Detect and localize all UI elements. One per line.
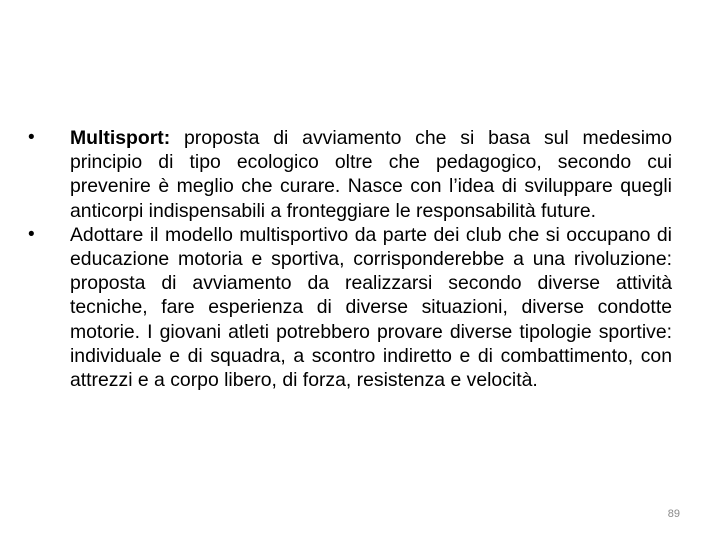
bullet-term: Multisport: (70, 127, 171, 149)
bullet-list (26, 126, 672, 392)
bullet-text (70, 127, 672, 222)
bullet-marker: • (28, 223, 35, 245)
bullet-marker: • (28, 127, 35, 148)
bullet-item-multisport (26, 126, 672, 223)
bullet-body-text: Adottare il modello multisportivo da parte dei club che si occupano di educazione motoria e sportiva, corrisponderebbe a una rivoluzione: proposta di avviamento da realizzarsi secondo diverse attività tecniche, fare esperienza di diverse situazioni, diverse condotte motorie. I giovani atleti potrebbero provare diverse tipologie sportive: individuale e di squadra, a scontro indiretto e di combattimento, con attrezzi e a corpo libero, di forza, resistenza e velocità. (70, 223, 672, 392)
bullet-body-text: proposta di avviamento che si basa sul medesimo principio di tipo ecologico oltre che pedagogico, secondo cui prevenire è meglio che curare. Nasce con l’idea di sviluppare quegli anticorpi indispensabili a fronteggiare le responsabilità future. (70, 127, 672, 222)
page-number: 89 (667, 508, 680, 520)
bullet-item-adottare (26, 223, 672, 392)
